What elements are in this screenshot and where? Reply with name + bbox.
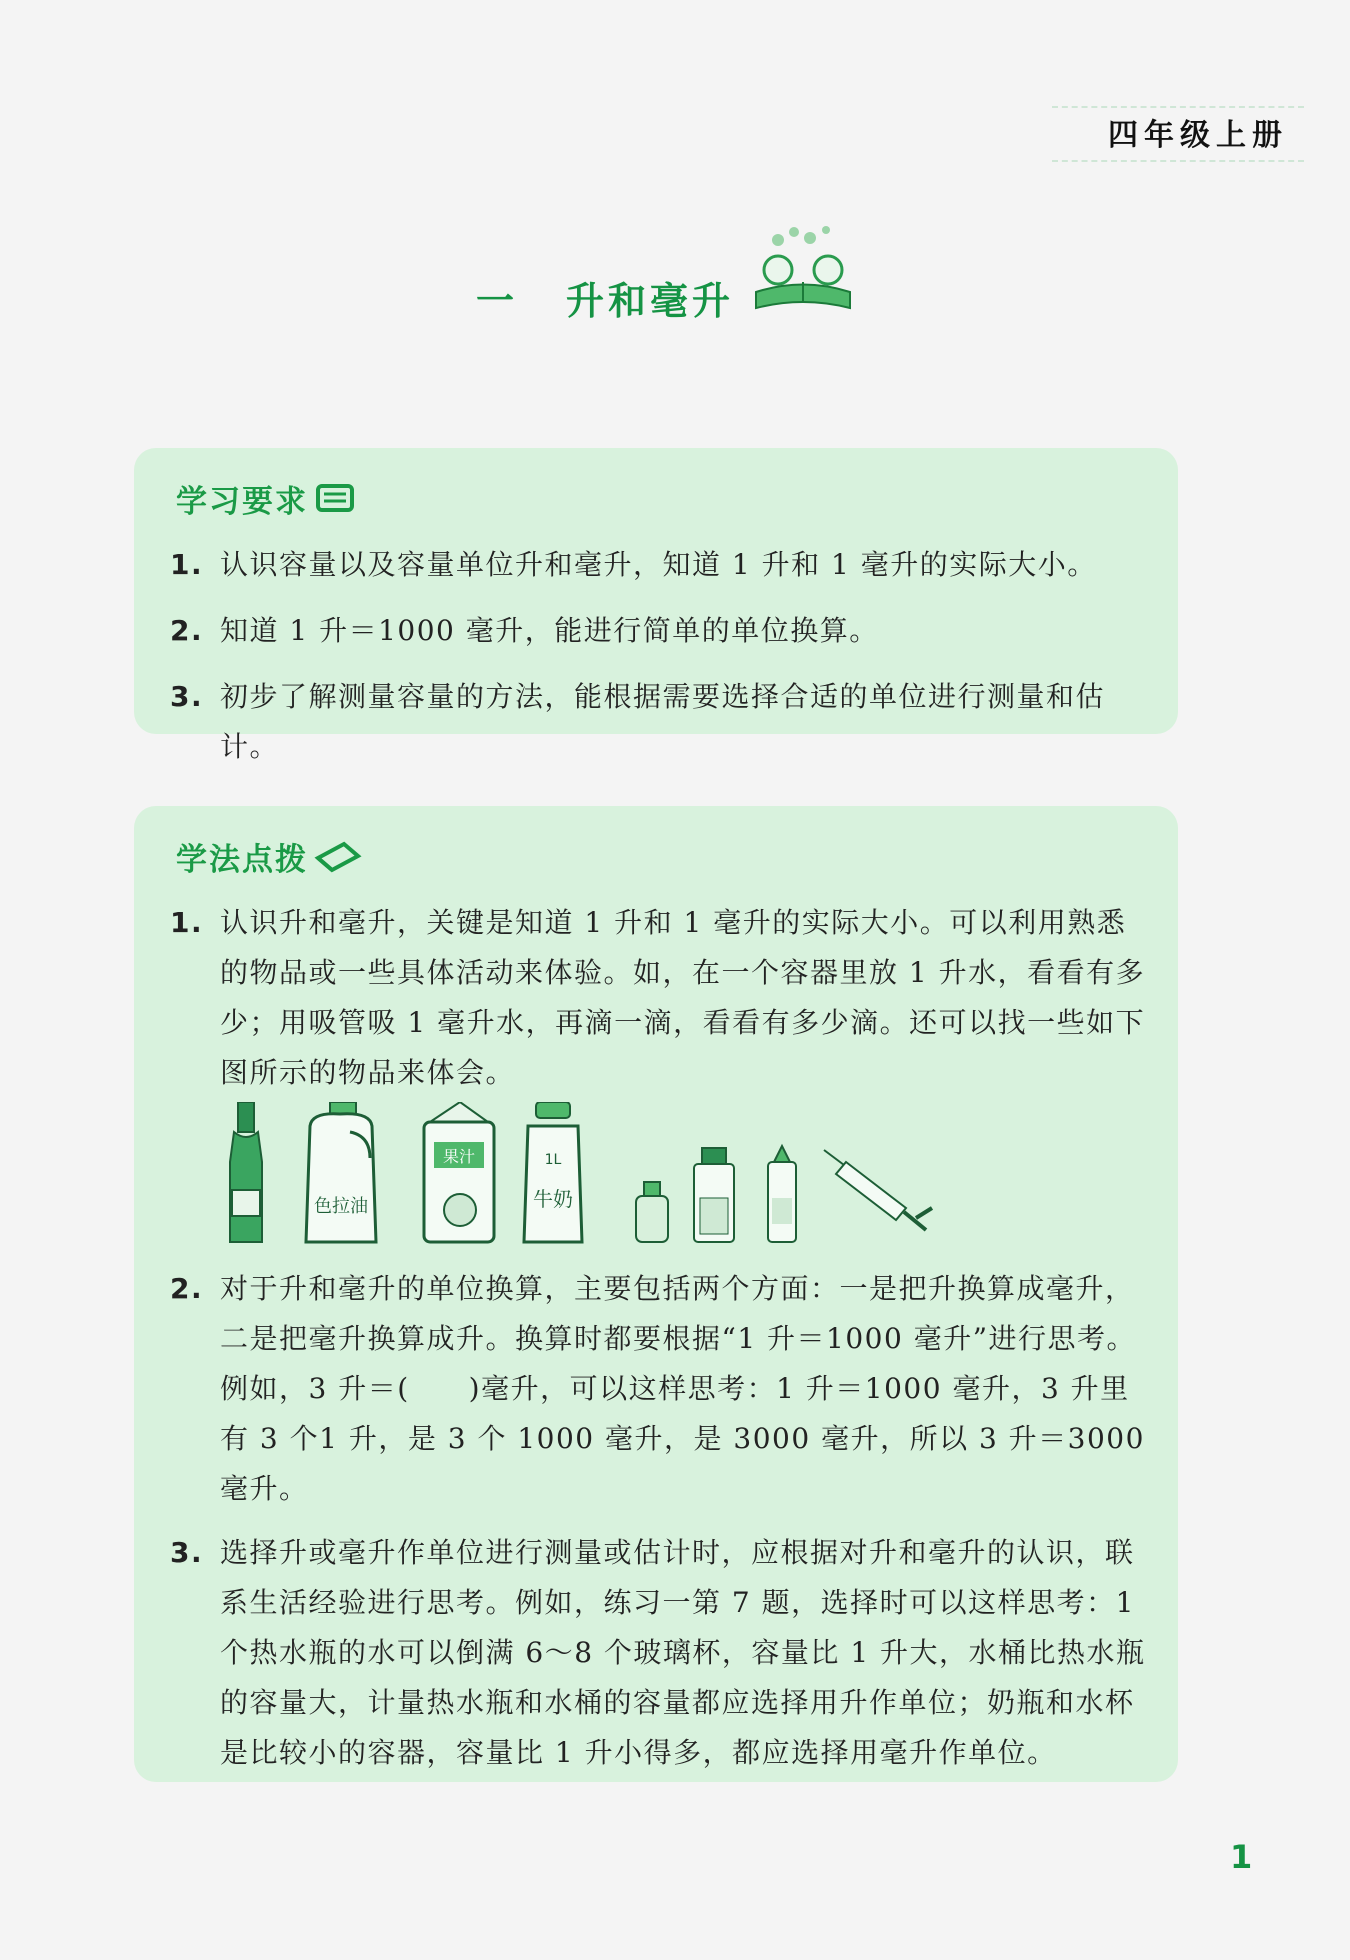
juice-label: 果汁 (442, 1147, 476, 1166)
tip-item: 3. 选择升或毫升作单位进行测量或估计时，应根据对升和毫升的认识，联系生活经验进行思考。例如，练习一第 7 题，选择时可以这样思考：1 个热水瓶的水可以倒满 6～8 个玻璃杯，容量比 1 升大，水桶比热水瓶的容量大，计量热水瓶和水桶的容量都应选择用升作单位；奶瓶和水杯是比较小的容器，容量比 1 升小得多，都应选择用毫升作单位。 (170, 1536, 1146, 1769)
chapter-number: 一 (476, 278, 515, 323)
tip-item: 2. 对于升和毫升的单位换算，主要包括两个方面：一是把升换算成毫升，二是把毫升换算成升。换算时都要根据“1 升＝1000 毫升”进行思考。例如，3 升＝( )毫升，可以这样思考：1 升＝1000 毫升，3 升里有 3 个1 升，是 3 个 1000 毫升，是 3000 毫升，所以 3 升＝3000 毫升。 (170, 1272, 1145, 1505)
grade-tab (1052, 106, 1304, 162)
book-icon (314, 482, 358, 516)
dropper-bottle-icon (768, 1146, 796, 1242)
syringe-icon (824, 1150, 932, 1230)
medicine-bottle-icon (694, 1148, 734, 1242)
requirement-item: 2. 知道 1 升＝1000 毫升，能进行简单的单位换算。 (170, 614, 879, 647)
chapter-title: 升和毫升 (566, 278, 735, 323)
oil-label: 色拉油 (314, 1196, 368, 1217)
reading-kids-icon (748, 222, 858, 322)
requirements-panel (134, 448, 1178, 763)
pencil-icon (314, 840, 362, 874)
milk-volume-label: 1L (544, 1152, 562, 1168)
juice-carton-icon (424, 1102, 494, 1242)
grade-label: 四年级上册 (1108, 118, 1288, 153)
tips-panel (134, 806, 1178, 1782)
oil-jug-icon (306, 1102, 376, 1242)
wine-bottle-icon (230, 1102, 262, 1242)
requirement-item: 3. 初步了解测量容量的方法，能根据需要选择合适的单位进行测量和估计。 (170, 680, 1106, 763)
tip-item: 1. 认识升和毫升，关键是知道 1 升和 1 毫升的实际大小。可以利用熟悉的物品或一些具体活动来体验。如，在一个容器里放 1 升水，看看有多少；用吸管吸 1 毫升水，再滴一滴，看看有多少滴。还可以找一些如下图所示的物品来体会。 (170, 906, 1146, 1089)
container-illustration (220, 1102, 1120, 1252)
milk-label: 牛奶 (533, 1187, 573, 1211)
requirements-title: 学习要求 (176, 476, 358, 521)
page-number: 1 (1230, 1838, 1253, 1876)
small-bottle-icon (636, 1182, 668, 1242)
requirement-item: 1. 认识容量以及容量单位升和毫升，知道 1 升和 1 毫升的实际大小。 (170, 548, 1097, 581)
milk-bottle-icon (524, 1102, 582, 1242)
chapter-heading (476, 262, 734, 332)
tips-title: 学法点拨 (176, 834, 362, 879)
